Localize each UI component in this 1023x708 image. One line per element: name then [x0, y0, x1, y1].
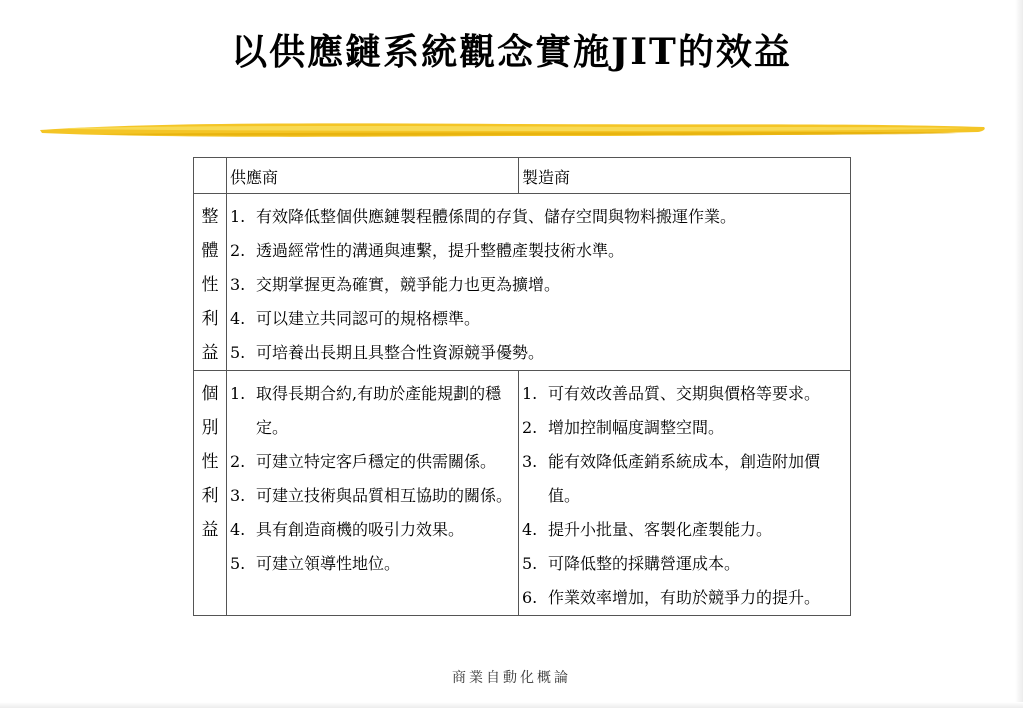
list-item: 4. 可以建立共同認可的規格標準。	[230, 309, 481, 328]
slide-right-shadow	[1015, 0, 1023, 708]
overall-benefits-row	[194, 194, 851, 371]
list-item: 1. 有效降低整個供應鏈製程體係間的存貨、儲存空間與物料搬運作業。	[230, 207, 737, 226]
manufacturer-benefits-list	[522, 371, 847, 615]
supplier-benefits-cell	[227, 371, 519, 616]
list-item: 5. 可培養出長期且具整合性資源競爭優勢。	[230, 343, 545, 362]
header-corner-cell	[194, 158, 227, 194]
manufacturer-benefits-cell	[519, 371, 851, 616]
footer-course-name: 商業自動化概論	[452, 670, 571, 686]
slide-bottom-shadow	[0, 702, 1023, 708]
header-supplier: 供應商	[227, 158, 519, 194]
list-item: 1. 可有效改善品質、交期與價格等要求。	[522, 384, 821, 403]
individual-benefits-label: 個 別 性 利 益	[194, 371, 227, 616]
overall-benefits-label: 整 體 性 利 益	[194, 194, 227, 371]
list-item: 2. 增加控制幅度調整空間。	[522, 418, 725, 437]
list-item: 3. 能有效降低產銷系統成本，創造附加價值。	[522, 452, 821, 505]
supplier-benefits-list	[230, 371, 515, 581]
benefits-table	[193, 157, 851, 616]
list-item: 6. 作業效率增加，有助於競爭力的提升。	[522, 588, 821, 607]
header-manufacturer: 製造商	[519, 158, 851, 194]
list-item: 5. 可建立領導性地位。	[230, 554, 401, 573]
brush-stroke-divider	[38, 116, 988, 140]
table-header-row	[194, 158, 851, 194]
list-item: 2. 可建立特定客戶穩定的供需關係。	[230, 452, 497, 471]
list-item: 4. 具有創造商機的吸引力效果。	[230, 520, 465, 539]
list-item: 1. 取得長期合約,有助於產能規劃的穩定。	[230, 384, 502, 437]
list-item: 2. 透過經常性的溝通與連繫，提升整體產製技術水準。	[230, 241, 625, 260]
list-item: 5. 可降低整的採購營運成本。	[522, 554, 741, 573]
slide-title: 以供應鏈系統觀念實施JIT的效益	[231, 31, 792, 73]
overall-benefits-cell	[227, 194, 851, 371]
overall-benefits-list	[230, 194, 847, 370]
list-item: 3. 交期掌握更為確實，競爭能力也更為擴增。	[230, 275, 561, 294]
list-item: 4. 提升小批量、客製化產製能力。	[522, 520, 773, 539]
list-item: 3. 可建立技術與品質相互協助的關係。	[230, 486, 513, 505]
individual-benefits-row	[194, 371, 851, 616]
